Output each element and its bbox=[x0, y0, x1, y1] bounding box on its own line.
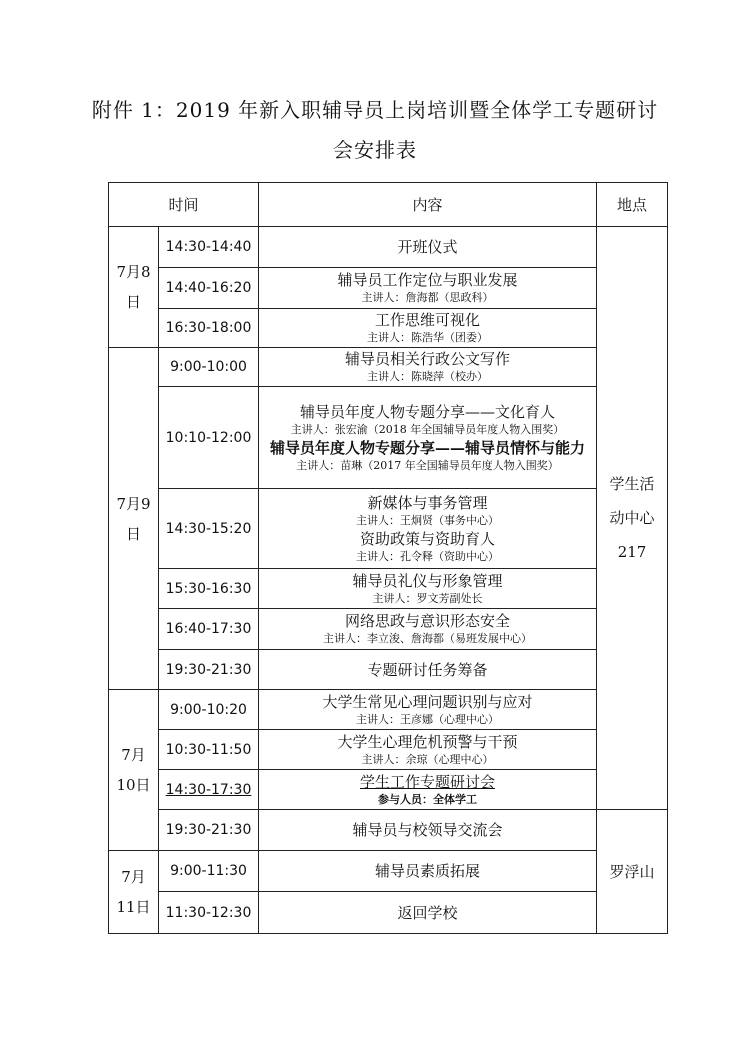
session-speaker: 主讲人：詹海都（思政科） bbox=[361, 291, 494, 304]
session-topic: 辅导员与校领导交流会 bbox=[352, 821, 503, 839]
time-cell: 16:30-18:00 bbox=[159, 309, 259, 348]
table-row bbox=[109, 851, 668, 892]
session-topic: 辅导员年度人物专题分享——文化育人 bbox=[300, 402, 556, 421]
table-row bbox=[109, 309, 668, 348]
location-cell bbox=[597, 810, 668, 934]
content-cell bbox=[259, 227, 597, 268]
time-cell: 15:30-16:30 bbox=[159, 569, 259, 609]
session-topic: 辅导员工作定位与职业发展 bbox=[337, 271, 518, 289]
location-label: 动中心 bbox=[609, 509, 655, 527]
content-cell bbox=[259, 650, 597, 690]
content-cell bbox=[259, 348, 597, 387]
table-row bbox=[109, 730, 668, 770]
time-cell: 19:30-21:30 bbox=[159, 650, 259, 690]
session-speaker: 主讲人：张宏渝（2018 年全国辅导员年度人物入围奖） bbox=[290, 422, 565, 436]
session-topic: 辅导员素质拓展 bbox=[375, 862, 481, 880]
table-row bbox=[109, 609, 668, 650]
session-topic: 辅导员礼仪与形象管理 bbox=[352, 571, 503, 590]
content-cell bbox=[259, 892, 597, 934]
table-row bbox=[109, 770, 668, 810]
day-label: 日 bbox=[125, 524, 141, 543]
content-cell bbox=[259, 387, 597, 489]
content-cell bbox=[259, 489, 597, 569]
time-cell: 14:30-15:20 bbox=[159, 489, 259, 569]
day-cell bbox=[109, 690, 159, 851]
day-cell bbox=[109, 348, 159, 690]
header-content: 内容 bbox=[259, 183, 597, 227]
session-topic: 开班仪式 bbox=[397, 238, 458, 256]
session-topic: 资助政策与资助育人 bbox=[360, 529, 496, 548]
day-label: 日 bbox=[125, 293, 141, 311]
time-cell: 11:30-12:30 bbox=[159, 892, 259, 934]
content-cell bbox=[259, 851, 597, 892]
day-label: 10日 bbox=[116, 776, 151, 794]
table-row bbox=[109, 892, 668, 934]
session-topic: 大学生常见心理问题识别与应对 bbox=[322, 692, 533, 711]
session-topic: 专题研讨任务筹备 bbox=[367, 660, 488, 679]
session-speaker: 主讲人：孔令释（资助中心） bbox=[356, 549, 500, 563]
session-topic: 工作思维可视化 bbox=[375, 311, 481, 329]
table-row bbox=[109, 650, 668, 690]
table-row bbox=[109, 268, 668, 309]
time-cell: 14:40-16:20 bbox=[159, 268, 259, 309]
table-row bbox=[109, 810, 668, 851]
table-row bbox=[109, 348, 668, 387]
location-cell bbox=[597, 227, 668, 810]
session-speaker: 主讲人：王炯贤（事务中心） bbox=[356, 513, 500, 527]
content-cell bbox=[259, 268, 597, 309]
day-label: 7月 bbox=[121, 868, 146, 886]
time-cell: 10:30-11:50 bbox=[159, 730, 259, 770]
header-row bbox=[109, 183, 668, 227]
time-cell: 9:00-11:30 bbox=[159, 851, 259, 892]
session-speaker: 主讲人：陈浩华（团委） bbox=[367, 331, 489, 344]
session-topic: 学生工作专题研讨会 bbox=[360, 772, 496, 791]
location-label: 学生活 bbox=[609, 475, 655, 493]
time-cell: 14:30-14:40 bbox=[159, 227, 259, 268]
day-label: 7月9 bbox=[116, 494, 151, 513]
content-cell bbox=[259, 609, 597, 650]
time-cell: 9:00-10:20 bbox=[159, 690, 259, 730]
table-row bbox=[109, 690, 668, 730]
session-topic: 辅导员相关行政公文写作 bbox=[345, 350, 511, 368]
session-topic: 新媒体与事务管理 bbox=[367, 493, 488, 512]
table-row bbox=[109, 489, 668, 569]
session-topic: 网络思政与意识形态安全 bbox=[345, 612, 511, 630]
table-row bbox=[109, 227, 668, 268]
session-speaker: 主讲人：余琼（心理中心） bbox=[361, 752, 494, 766]
time-cell: 16:40-17:30 bbox=[159, 609, 259, 650]
time-cell: 10:10-12:00 bbox=[159, 387, 259, 489]
content-cell bbox=[259, 690, 597, 730]
time-cell bbox=[159, 770, 259, 810]
session-speaker: 主讲人：李立浚、詹海都（易班发展中心） bbox=[323, 632, 533, 645]
location-label: 罗浮山 bbox=[609, 862, 655, 881]
header-time: 时间 bbox=[109, 183, 259, 227]
document-title-line2: 会安排表 bbox=[333, 138, 417, 162]
content-cell bbox=[259, 309, 597, 348]
table-row bbox=[109, 569, 668, 609]
day-label: 11日 bbox=[116, 898, 151, 916]
session-speaker: 主讲人：苗琳（2017 年全国辅导员年度人物入围奖） bbox=[296, 458, 559, 472]
schedule-table bbox=[108, 182, 668, 934]
content-cell bbox=[259, 810, 597, 851]
session-speaker: 参与人员：全体学工 bbox=[378, 792, 478, 806]
content-cell bbox=[259, 770, 597, 810]
content-cell bbox=[259, 730, 597, 770]
header-location: 地点 bbox=[597, 183, 668, 227]
session-topic: 返回学校 bbox=[397, 903, 458, 922]
day-cell bbox=[109, 227, 159, 348]
time-cell: 9:00-10:00 bbox=[159, 348, 259, 387]
day-cell bbox=[109, 851, 159, 934]
document-title: 附件 1：2019 年新入职辅导员上岗培训暨全体学工专题研讨 bbox=[91, 98, 659, 122]
session-speaker: 主讲人：王彦娜（心理中心） bbox=[356, 712, 500, 726]
session-speaker: 主讲人：罗文芳副处长 bbox=[372, 591, 483, 605]
content-cell bbox=[259, 569, 597, 609]
location-label: 217 bbox=[617, 543, 647, 561]
table-row bbox=[109, 387, 668, 489]
session-speaker: 主讲人：陈晓萍（校办） bbox=[367, 370, 489, 383]
time-text: 14:30-17:30 bbox=[165, 781, 252, 798]
day-label: 7月 bbox=[121, 746, 146, 764]
time-cell: 19:30-21:30 bbox=[159, 810, 259, 851]
day-label: 7月8 bbox=[116, 263, 151, 281]
session-topic: 大学生心理危机预警与干预 bbox=[337, 732, 518, 751]
session-topic: 辅导员年度人物专题分享——辅导员情怀与能力 bbox=[270, 438, 586, 457]
